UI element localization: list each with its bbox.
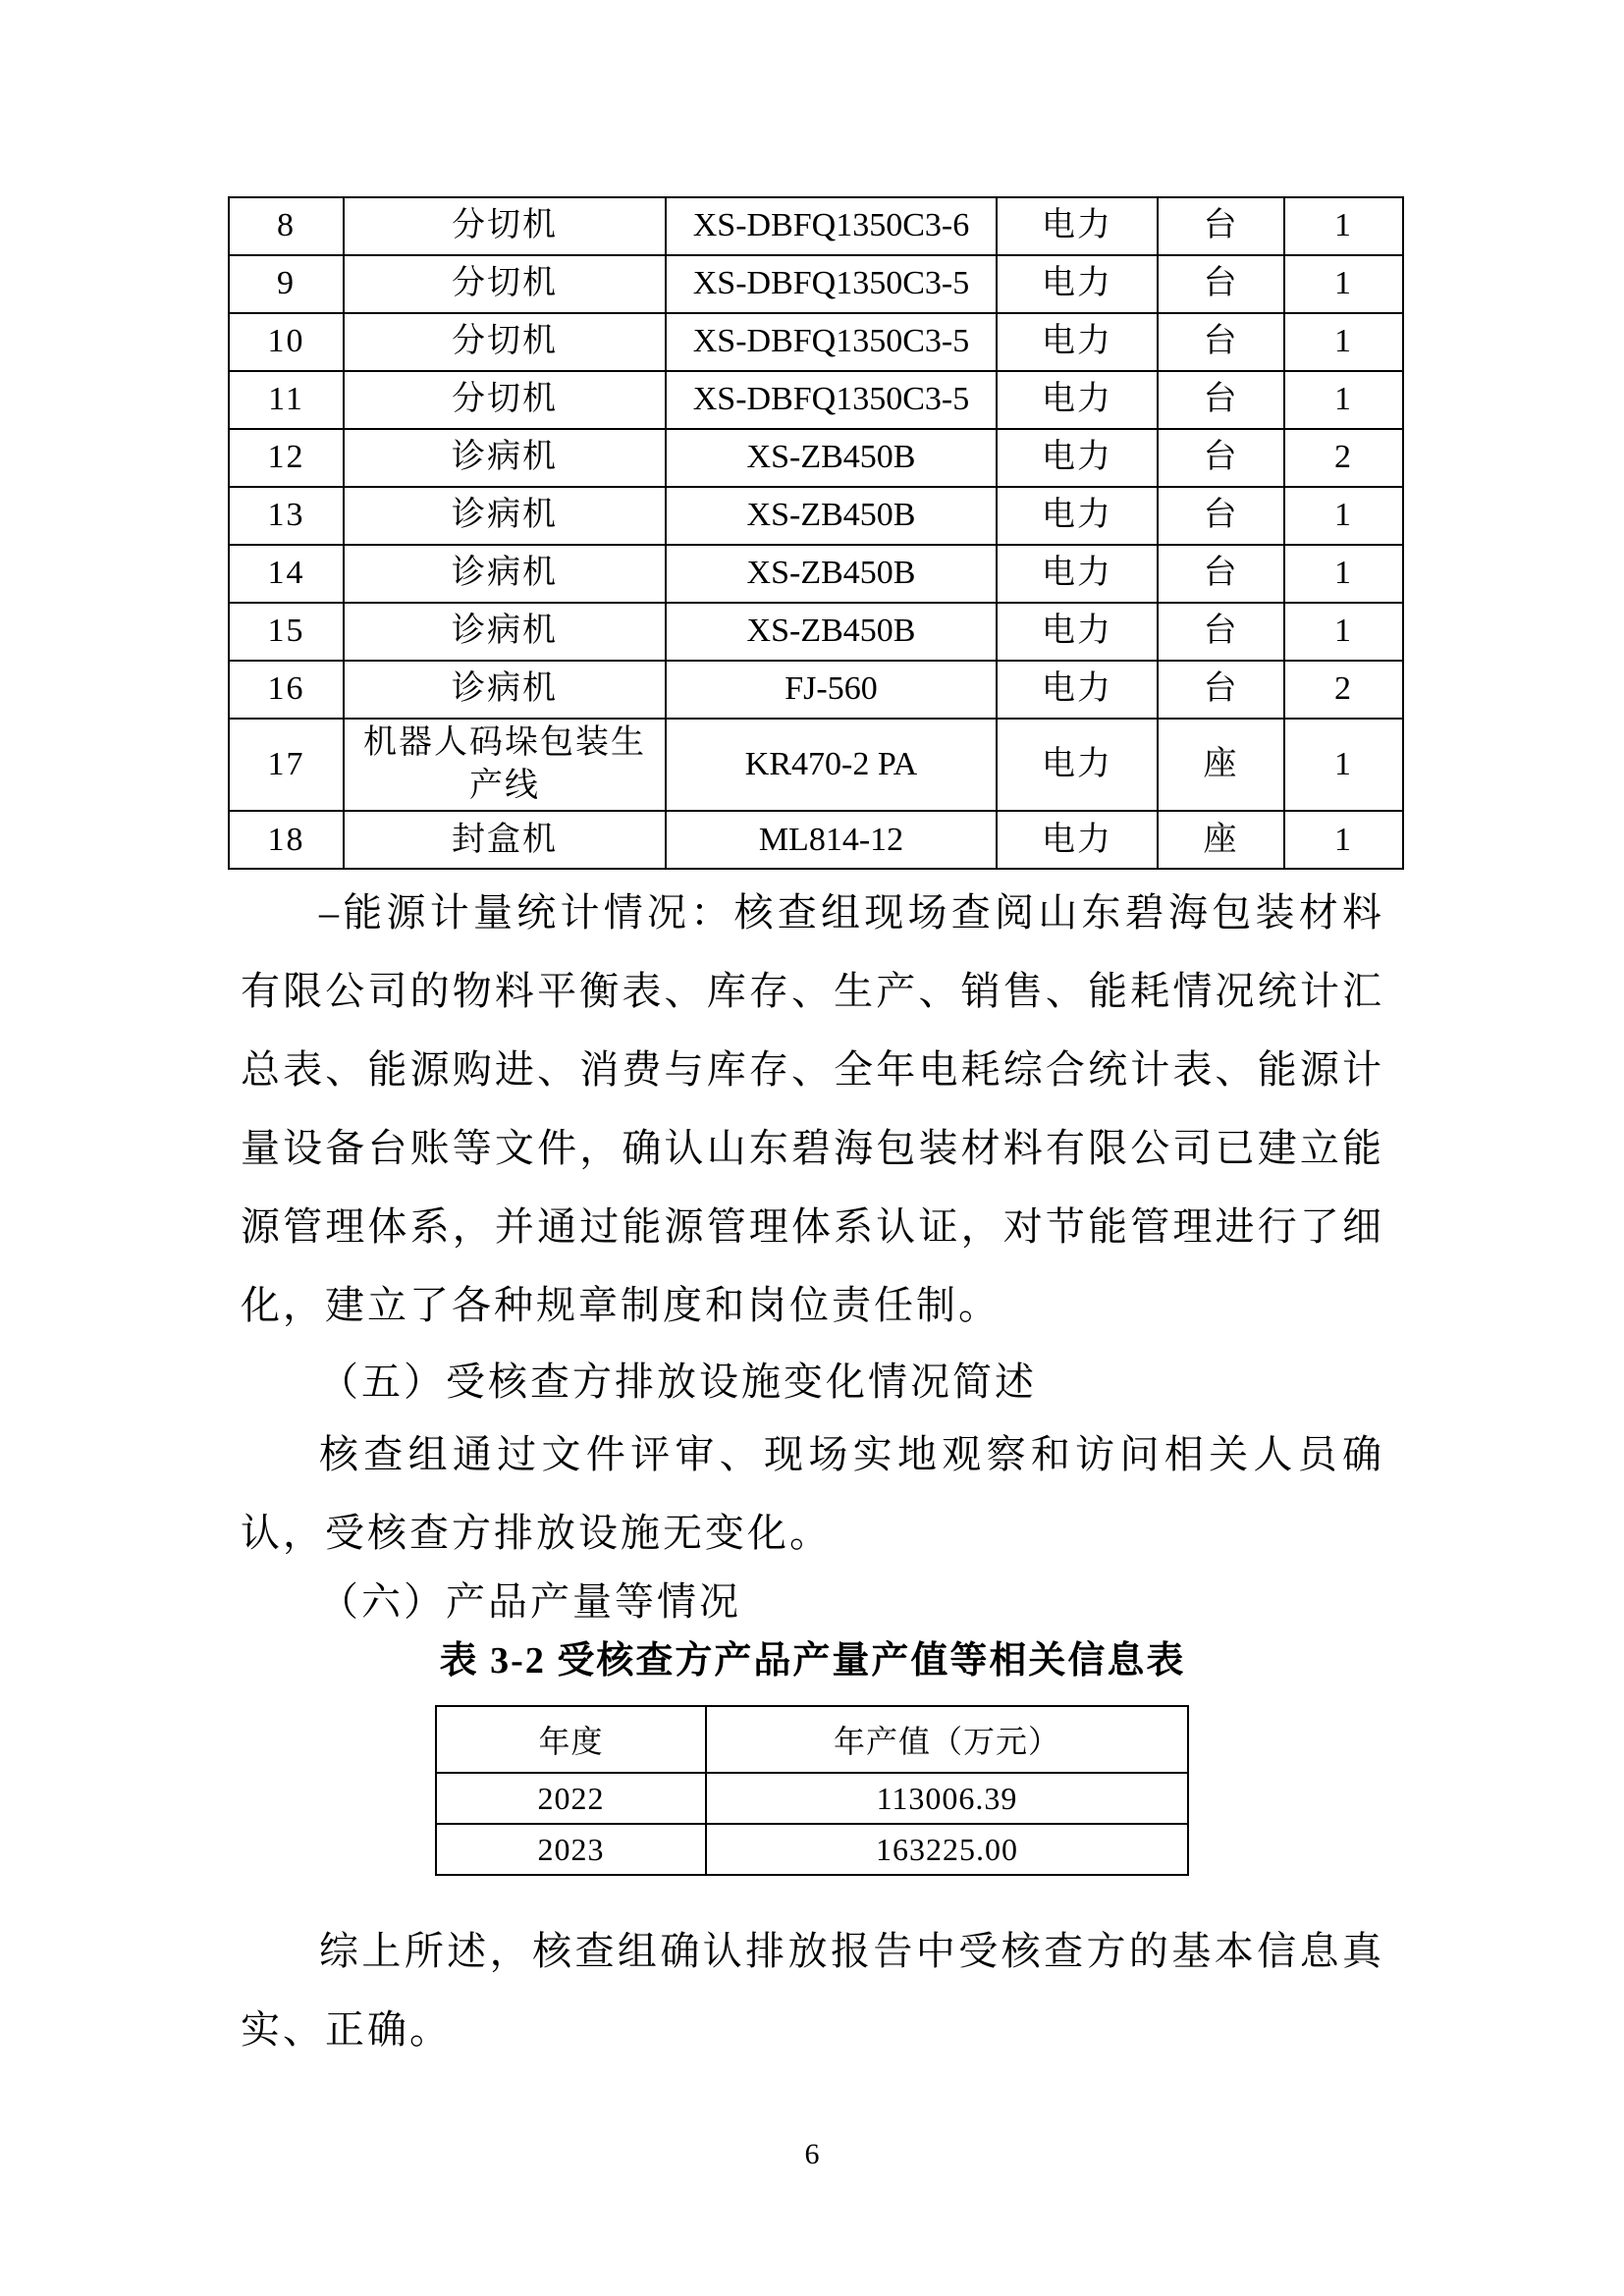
cell-energy: 电力 — [997, 429, 1158, 487]
table32-caption: 表 3-2 受核查方产品产量产值等相关信息表 — [439, 1640, 1186, 1682]
cell-model: XS-ZB450B — [666, 603, 997, 661]
cell-model: FJ-560 — [666, 661, 997, 719]
cell-no: 10 — [229, 313, 344, 371]
cell-name: 分切机 — [344, 255, 666, 313]
cell-year: 2022 — [436, 1773, 706, 1824]
cell-no: 11 — [229, 371, 344, 429]
equipment-row — [229, 603, 1403, 661]
cell-no: 9 — [229, 255, 344, 313]
paragraph-energy-metering: –能源计量统计情况：核查组现场查阅山东碧海包装材料有限公司的物料平衡表、库存、生产、销售、能耗情况统计汇总表、能源购进、消费与库存、全年电耗综合统计表、能源计量设备台账等文件，确认山东碧海包装材料有限公司已建立能源管理体系，并通过能源管理体系认证，对节能管理进行了细化，建立了各种规章制度和岗位责任制。 — [241, 890, 1384, 1327]
cell-year: 2023 — [436, 1824, 706, 1875]
header-annual-output-value: 年产值（万元） — [706, 1706, 1188, 1773]
equipment-row — [229, 811, 1403, 869]
cell-no: 16 — [229, 661, 344, 719]
cell-energy: 电力 — [997, 371, 1158, 429]
cell-qty: 1 — [1284, 811, 1403, 869]
cell-energy: 电力 — [997, 811, 1158, 869]
cell-unit: 座 — [1158, 811, 1284, 869]
cell-qty: 2 — [1284, 661, 1403, 719]
cell-no: 13 — [229, 487, 344, 545]
cell-qty: 1 — [1284, 313, 1403, 371]
cell-no: 15 — [229, 603, 344, 661]
cell-qty: 1 — [1284, 545, 1403, 603]
equipment-row — [229, 371, 1403, 429]
cell-energy: 电力 — [997, 545, 1158, 603]
cell-energy: 电力 — [997, 603, 1158, 661]
equipment-row — [229, 661, 1403, 719]
cell-model: XS-ZB450B — [666, 545, 997, 603]
cell-model: XS-DBFQ1350C3-5 — [666, 255, 997, 313]
cell-qty: 1 — [1284, 719, 1403, 811]
cell-name: 诊病机 — [344, 661, 666, 719]
header-year: 年度 — [436, 1706, 706, 1773]
equipment-row — [229, 255, 1403, 313]
equipment-table — [228, 196, 1404, 870]
equipment-row — [229, 429, 1403, 487]
equipment-row — [229, 719, 1403, 811]
equipment-row — [229, 197, 1403, 255]
section5-body: 核查组通过文件评审、现场实地观察和访问相关人员确认，受核查方排放设施无变化。 — [241, 1432, 1384, 1555]
output-table-row — [436, 1824, 1188, 1875]
cell-unit: 台 — [1158, 255, 1284, 313]
cell-no: 14 — [229, 545, 344, 603]
cell-unit: 台 — [1158, 313, 1284, 371]
cell-name: 诊病机 — [344, 487, 666, 545]
cell-unit: 台 — [1158, 487, 1284, 545]
cell-name: 分切机 — [344, 313, 666, 371]
cell-energy: 电力 — [997, 487, 1158, 545]
cell-name: 诊病机 — [344, 429, 666, 487]
equipment-row — [229, 313, 1403, 371]
cell-no: 12 — [229, 429, 344, 487]
cell-energy: 电力 — [997, 313, 1158, 371]
cell-name: 封盒机 — [344, 811, 666, 869]
cell-value: 113006.39 — [706, 1773, 1188, 1824]
cell-qty: 1 — [1284, 197, 1403, 255]
cell-qty: 1 — [1284, 371, 1403, 429]
cell-unit: 台 — [1158, 429, 1284, 487]
cell-qty: 2 — [1284, 429, 1403, 487]
cell-no: 18 — [229, 811, 344, 869]
section5-heading: （五）受核查方排放设施变化情况简述 — [319, 1360, 1037, 1404]
cell-qty: 1 — [1284, 255, 1403, 313]
cell-no: 17 — [229, 719, 344, 811]
page-number: 6 — [804, 2138, 820, 2170]
conclusion-paragraph: 综上所述，核查组确认排放报告中受核查方的基本信息真实、正确。 — [241, 1929, 1384, 2052]
cell-model: XS-DBFQ1350C3-6 — [666, 197, 997, 255]
cell-value: 163225.00 — [706, 1824, 1188, 1875]
equipment-row — [229, 487, 1403, 545]
cell-energy: 电力 — [997, 197, 1158, 255]
cell-name: 诊病机 — [344, 603, 666, 661]
cell-name: 机器人码垛包装生产线 — [344, 719, 666, 811]
cell-energy: 电力 — [997, 255, 1158, 313]
cell-unit: 台 — [1158, 603, 1284, 661]
cell-name: 分切机 — [344, 371, 666, 429]
cell-model: XS-DBFQ1350C3-5 — [666, 313, 997, 371]
cell-unit: 台 — [1158, 545, 1284, 603]
output-table-header-row — [436, 1706, 1188, 1773]
production-value-table — [435, 1705, 1189, 1876]
cell-model: XS-DBFQ1350C3-5 — [666, 371, 997, 429]
cell-unit: 台 — [1158, 371, 1284, 429]
cell-model: KR470-2 PA — [666, 719, 997, 811]
cell-qty: 1 — [1284, 487, 1403, 545]
cell-energy: 电力 — [997, 719, 1158, 811]
cell-name: 诊病机 — [344, 545, 666, 603]
cell-qty: 1 — [1284, 603, 1403, 661]
output-table-row — [436, 1773, 1188, 1824]
cell-unit: 座 — [1158, 719, 1284, 811]
cell-energy: 电力 — [997, 661, 1158, 719]
cell-model: XS-ZB450B — [666, 429, 997, 487]
cell-unit: 台 — [1158, 661, 1284, 719]
section6-heading: （六）产品产量等情况 — [319, 1579, 741, 1624]
cell-model: ML814-12 — [666, 811, 997, 869]
cell-unit: 台 — [1158, 197, 1284, 255]
cell-no: 8 — [229, 197, 344, 255]
cell-name: 分切机 — [344, 197, 666, 255]
equipment-row — [229, 545, 1403, 603]
cell-model: XS-ZB450B — [666, 487, 997, 545]
